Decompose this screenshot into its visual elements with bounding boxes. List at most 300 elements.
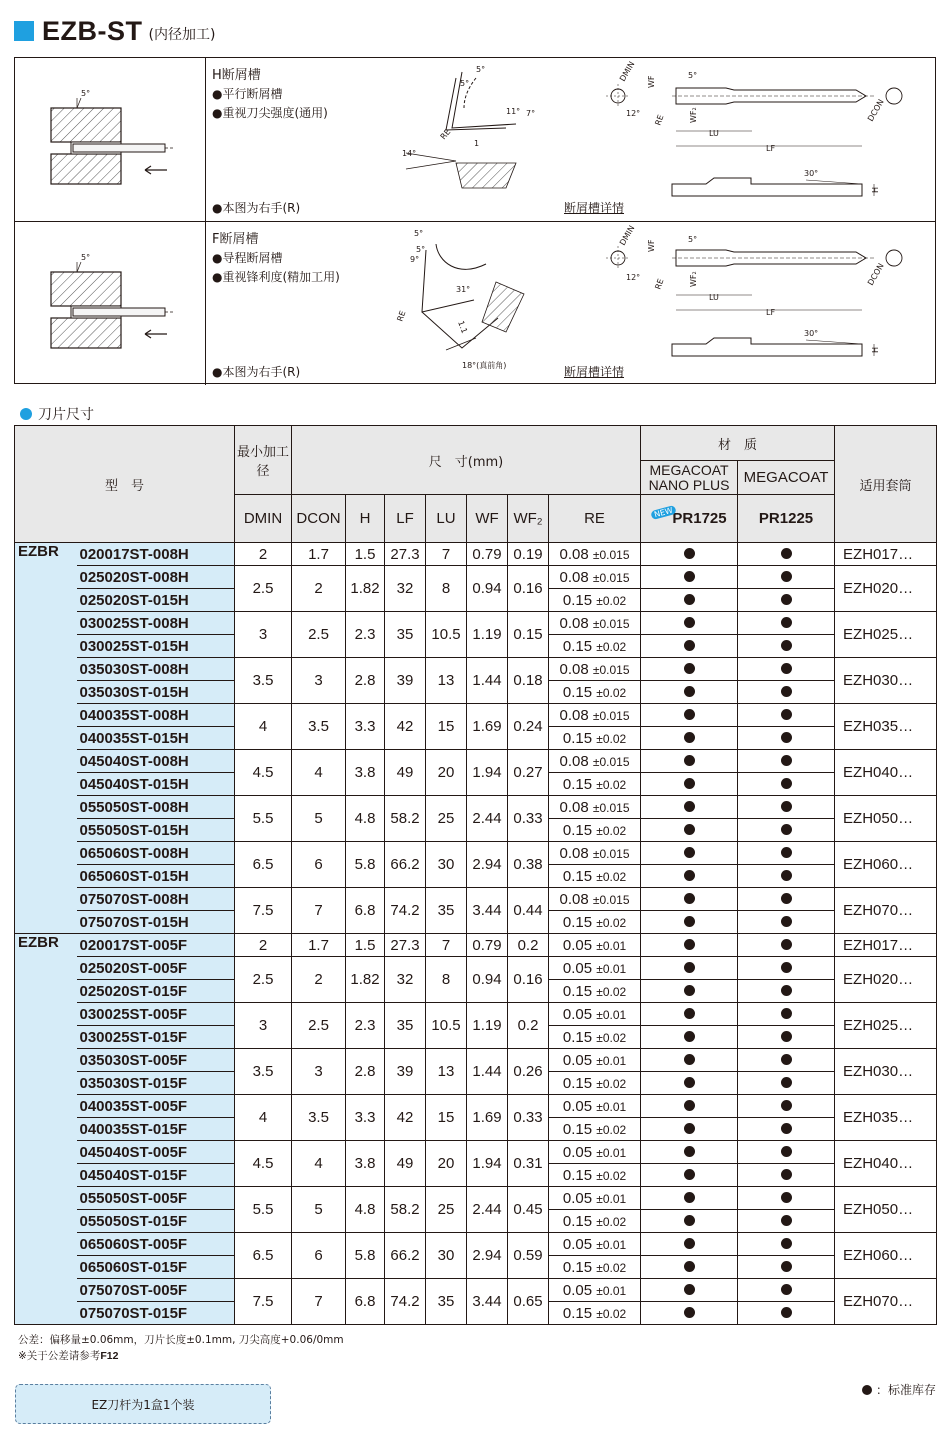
stock-dot-icon — [684, 709, 695, 720]
stock-grade2 — [738, 1095, 835, 1118]
re-tolerance: ±0.02 — [596, 777, 627, 792]
dim-dmin: 4.5 — [235, 750, 292, 796]
dim-lf: 32 — [385, 566, 426, 612]
stock-dot-icon — [781, 686, 792, 697]
dim-wf2: 0.24 — [508, 704, 549, 750]
dim-lf: 58.2 — [385, 796, 426, 842]
re-tolerance: ±0.015 — [592, 708, 630, 723]
groove-bullet: ●平行断屑槽 — [212, 87, 283, 101]
stock-dot-icon — [684, 663, 695, 674]
stock-dot-icon — [684, 594, 695, 605]
dim-lf: 32 — [385, 957, 426, 1003]
stock-dot-icon — [684, 1077, 695, 1088]
stock-grade2 — [738, 865, 835, 888]
dimension-label: 5° — [688, 235, 698, 244]
stock-dot-icon — [781, 1261, 792, 1272]
dim-dmin: 3 — [235, 612, 292, 658]
table-row — [15, 842, 937, 865]
stock-dot-icon — [684, 548, 695, 559]
dim-h: 4.8 — [346, 1187, 385, 1233]
dim-h: 1.5 — [346, 543, 385, 566]
dim-re — [549, 911, 641, 934]
stock-grade2 — [738, 980, 835, 1003]
dim-lu: 7 — [426, 934, 467, 957]
stock-grade1 — [641, 750, 738, 773]
stock-dot-icon — [781, 870, 792, 881]
dim-h: 1.82 — [346, 957, 385, 1003]
re-value: 0.05 — [562, 959, 593, 977]
stock-dot-icon — [781, 1307, 792, 1318]
stock-grade2 — [738, 1187, 835, 1210]
stock-dot-icon — [781, 801, 792, 812]
dim-re — [549, 635, 641, 658]
dim-dmin: 4.5 — [235, 1141, 292, 1187]
column-header-7: RE — [549, 495, 641, 543]
re-value: 0.08 — [559, 568, 589, 586]
dimension-label: WF₂ — [689, 107, 698, 123]
ref-page: F12 — [100, 1350, 119, 1362]
stock-grade2 — [738, 1026, 835, 1049]
dim-re — [549, 1233, 641, 1256]
dimension-label: RE — [653, 277, 666, 291]
stock-grade2 — [738, 1072, 835, 1095]
section-heading — [20, 404, 94, 424]
model-code: 045040ST-008H — [77, 750, 235, 773]
dim-re — [549, 566, 641, 589]
dim-dmin: 3.5 — [235, 1049, 292, 1095]
stock-grade2 — [738, 957, 835, 980]
dim-wf2: 0.44 — [508, 888, 549, 934]
stock-dot-icon — [781, 663, 792, 674]
model-code: 045040ST-015H — [77, 773, 235, 796]
tolerance-note: 公差：偏移量±0.06mm，刀片长度±0.1mm, 刀尖高度+0.06/0mm — [18, 1334, 344, 1346]
dim-lf: 58.2 — [385, 1187, 426, 1233]
title-square-icon — [14, 21, 34, 41]
column-header-4: LU — [426, 495, 467, 543]
dimension-label: DCON — [865, 261, 886, 287]
dim-wf: 0.79 — [467, 543, 508, 566]
dim-wf2: 0.26 — [508, 1049, 549, 1095]
table-row — [15, 704, 937, 727]
re-value: 0.08 — [559, 660, 589, 678]
model-code: 025020ST-005F — [77, 957, 235, 980]
dim-lu: 15 — [426, 1095, 467, 1141]
re-tolerance: ±0.015 — [592, 547, 630, 562]
stock-legend — [862, 1381, 936, 1398]
stock-dot-icon — [781, 778, 792, 789]
stock-grade1 — [641, 1302, 738, 1325]
stock-dot-icon — [781, 1077, 792, 1088]
dim-wf: 0.79 — [467, 934, 508, 957]
re-value: 0.05 — [562, 1051, 593, 1069]
stock-grade2 — [738, 566, 835, 589]
model-code: 055050ST-008H — [77, 796, 235, 819]
table-row — [15, 1095, 937, 1118]
dim-h: 5.8 — [346, 1233, 385, 1279]
stock-grade1 — [641, 773, 738, 796]
dimension-label: RE — [653, 113, 666, 127]
model-code: 075070ST-015F — [77, 1302, 235, 1325]
stock-grade1 — [641, 911, 738, 934]
bore-section-view — [15, 58, 206, 221]
groove-row-f — [15, 222, 935, 385]
stock-dot-icon — [781, 1100, 792, 1111]
header-dims: 尺 寸(mm) — [292, 426, 641, 495]
series-cell: EZBR — [15, 934, 77, 1325]
dim-lf: 39 — [385, 658, 426, 704]
stock-grade1 — [641, 796, 738, 819]
dim-h: 2.8 — [346, 658, 385, 704]
stock-dot-icon — [781, 571, 792, 582]
table-row — [15, 1141, 937, 1164]
table-row — [15, 543, 937, 566]
insert-side-view — [672, 178, 862, 196]
table-row — [15, 934, 937, 957]
dim-wf2: 0.33 — [508, 796, 549, 842]
dim-wf: 1.69 — [467, 704, 508, 750]
angle-label: 5° — [81, 89, 91, 98]
dim-re — [549, 865, 641, 888]
dim-re — [549, 773, 641, 796]
column-header-5: WF — [467, 495, 508, 543]
re-tolerance: ±0.015 — [592, 662, 630, 677]
re-value: 0.08 — [559, 844, 589, 862]
column-header-3: LF — [385, 495, 426, 543]
dim-wf2: 0.59 — [508, 1233, 549, 1279]
dim-re — [549, 1187, 641, 1210]
dim-wf: 0.94 — [467, 566, 508, 612]
dim-re — [549, 1256, 641, 1279]
groove-bullet: ●导程断屑槽 — [212, 251, 283, 265]
right-hand-note: ●本图为右手(R) — [212, 365, 301, 379]
grade1-label: PR1725 — [672, 510, 727, 527]
dim-re — [549, 1164, 641, 1187]
model-code: 025020ST-008H — [77, 566, 235, 589]
re-value: 0.05 — [562, 1281, 593, 1299]
dimension-label: 9° — [410, 255, 420, 264]
dim-wf2: 0.33 — [508, 1095, 549, 1141]
dim-re — [549, 1141, 641, 1164]
section-title: 刀片尺寸 — [38, 407, 94, 423]
legend-label: ：标准库存 — [875, 1383, 936, 1397]
dimension-label: RE — [395, 309, 408, 323]
dim-dcon: 2 — [292, 566, 346, 612]
model-code: 075070ST-008H — [77, 888, 235, 911]
re-value: 0.15 — [562, 683, 593, 701]
stock-dot-icon — [684, 571, 695, 582]
stock-dot-icon — [781, 594, 792, 605]
stock-dot-icon — [781, 1192, 792, 1203]
dim-dcon: 7 — [292, 888, 346, 934]
dim-re — [549, 750, 641, 773]
dim-re — [549, 1072, 641, 1095]
stock-dot-icon — [781, 939, 792, 950]
dim-wf: 0.94 — [467, 957, 508, 1003]
ref-prefix: ※关于公差请参考 — [18, 1350, 101, 1362]
dim-h: 6.8 — [346, 888, 385, 934]
stock-grade1 — [641, 566, 738, 589]
stock-grade1 — [641, 1210, 738, 1233]
workpiece-upper — [51, 108, 121, 142]
stock-dot-icon — [684, 962, 695, 973]
model-code: 075070ST-005F — [77, 1279, 235, 1302]
dim-lu: 35 — [426, 1279, 467, 1325]
model-code: 035030ST-005F — [77, 1049, 235, 1072]
holder-cell: EZH050… — [835, 1187, 937, 1233]
page-header — [14, 14, 215, 48]
stock-dot-icon — [684, 870, 695, 881]
stock-dot-icon — [781, 548, 792, 559]
groove-detail-link: 断屑槽详情 — [564, 201, 625, 215]
bore-section-drawing — [15, 222, 205, 384]
stock-grade1 — [641, 1118, 738, 1141]
stock-dot-icon — [684, 1169, 695, 1180]
holder-cell: EZH030… — [835, 658, 937, 704]
re-tolerance: ±0.015 — [592, 892, 630, 907]
dim-re — [549, 934, 641, 957]
dim-wf2: 0.2 — [508, 934, 549, 957]
stock-dot-icon — [684, 1192, 695, 1203]
dim-re — [549, 1118, 641, 1141]
re-value: 0.15 — [562, 1166, 593, 1184]
dim-wf2: 0.15 — [508, 612, 549, 658]
dim-re — [549, 1302, 641, 1325]
dim-wf: 1.19 — [467, 612, 508, 658]
stock-grade2 — [738, 1256, 835, 1279]
dim-dmin: 3 — [235, 1003, 292, 1049]
groove-row-h — [15, 58, 935, 222]
stock-dot-icon — [684, 1100, 695, 1111]
dimension-label: H — [871, 346, 880, 353]
dim-lu: 8 — [426, 566, 467, 612]
stock-grade1 — [641, 934, 738, 957]
packaging-note: EZ刀杆为1盒1个装 — [15, 1384, 271, 1424]
tolerance-ref-note — [18, 1348, 118, 1363]
dim-h: 1.5 — [346, 934, 385, 957]
stock-dot-icon — [684, 1238, 695, 1249]
dim-lu: 25 — [426, 1187, 467, 1233]
re-value: 0.15 — [562, 1212, 593, 1230]
stock-grade2 — [738, 727, 835, 750]
stock-grade2 — [738, 1279, 835, 1302]
stock-dot-icon — [684, 939, 695, 950]
stock-dot-icon — [684, 916, 695, 927]
stock-dot-icon — [781, 617, 792, 628]
dim-wf2: 0.16 — [508, 566, 549, 612]
dim-wf: 1.94 — [467, 750, 508, 796]
stock-grade1 — [641, 727, 738, 750]
table-row — [15, 612, 937, 635]
header-model: 型 号 — [15, 426, 235, 543]
re-tolerance: ±0.01 — [596, 1099, 627, 1114]
re-tolerance: ±0.015 — [592, 800, 630, 815]
holder-cell: EZH050… — [835, 796, 937, 842]
dim-lf: 42 — [385, 704, 426, 750]
dim-lu: 30 — [426, 1233, 467, 1279]
dimension-label: RE — [438, 127, 453, 142]
groove-info — [206, 222, 935, 385]
stock-dot-icon — [781, 732, 792, 743]
re-value: 0.15 — [562, 637, 593, 655]
dim-dcon: 4 — [292, 750, 346, 796]
table-row — [15, 957, 937, 980]
table-row — [15, 750, 937, 773]
dim-dcon: 3.5 — [292, 704, 346, 750]
model-code: 065060ST-005F — [77, 1233, 235, 1256]
model-code: 035030ST-015H — [77, 681, 235, 704]
stock-grade2 — [738, 1210, 835, 1233]
holder-cell: EZH060… — [835, 1233, 937, 1279]
dim-lf: 35 — [385, 612, 426, 658]
model-code: 030025ST-015H — [77, 635, 235, 658]
dim-re — [549, 589, 641, 612]
model-code: 030025ST-008H — [77, 612, 235, 635]
stock-dot-icon — [684, 1031, 695, 1042]
dim-h: 4.8 — [346, 796, 385, 842]
dim-re — [549, 1049, 641, 1072]
dim-dcon: 5 — [292, 1187, 346, 1233]
header-dmin-top: 最小加工径 — [235, 426, 292, 495]
re-tolerance: ±0.02 — [596, 1030, 627, 1045]
stock-dot-icon — [684, 893, 695, 904]
dim-dcon: 1.7 — [292, 543, 346, 566]
table-row — [15, 1003, 937, 1026]
stock-grade1 — [641, 1164, 738, 1187]
re-tolerance: ±0.02 — [596, 1306, 627, 1321]
dim-lu: 30 — [426, 842, 467, 888]
stock-dot-icon — [862, 1385, 872, 1395]
dimension-label: 12° — [626, 273, 641, 282]
re-value: 0.05 — [562, 1235, 593, 1253]
stock-dot-icon — [684, 732, 695, 743]
stock-dot-icon — [781, 640, 792, 651]
model-code: 055050ST-005F — [77, 1187, 235, 1210]
new-badge: NEW — [651, 505, 677, 520]
dim-dmin: 2 — [235, 543, 292, 566]
model-code: 075070ST-015H — [77, 911, 235, 934]
re-value: 0.08 — [559, 545, 589, 563]
insert-side-view — [672, 338, 862, 356]
re-value: 0.05 — [562, 1143, 593, 1161]
groove-info — [206, 58, 935, 221]
model-code: 045040ST-005F — [77, 1141, 235, 1164]
stock-grade2 — [738, 1302, 835, 1325]
dim-h: 6.8 — [346, 1279, 385, 1325]
model-code: 035030ST-008H — [77, 658, 235, 681]
stock-dot-icon — [781, 916, 792, 927]
dim-re — [549, 543, 641, 566]
model-code: 045040ST-015F — [77, 1164, 235, 1187]
header-material: 材 质 — [641, 426, 835, 461]
dim-h: 1.82 — [346, 566, 385, 612]
dim-lu: 10.5 — [426, 612, 467, 658]
stock-dot-icon — [684, 640, 695, 651]
model-code: 040035ST-015F — [77, 1118, 235, 1141]
model-code: 040035ST-015H — [77, 727, 235, 750]
dimension-label: 12° — [626, 109, 641, 118]
re-tolerance: ±0.015 — [592, 616, 630, 631]
feed-arrow-icon — [145, 166, 167, 174]
section-dot-icon — [20, 408, 32, 420]
dim-wf: 1.44 — [467, 658, 508, 704]
dim-lf: 39 — [385, 1049, 426, 1095]
stock-grade1 — [641, 635, 738, 658]
stock-grade2 — [738, 1049, 835, 1072]
stock-dot-icon — [684, 801, 695, 812]
stock-grade2 — [738, 1141, 835, 1164]
re-tolerance: ±0.02 — [596, 1260, 627, 1275]
re-tolerance: ±0.02 — [596, 915, 627, 930]
stock-grade2 — [738, 750, 835, 773]
holder-cell: EZH020… — [835, 566, 937, 612]
re-tolerance: ±0.02 — [596, 1214, 627, 1229]
dim-dcon: 1.7 — [292, 934, 346, 957]
dim-wf: 1.69 — [467, 1095, 508, 1141]
dim-re — [549, 704, 641, 727]
stock-grade2 — [738, 796, 835, 819]
holder-cell: EZH030… — [835, 1049, 937, 1095]
page-subtitle: (内径加工) — [148, 27, 216, 43]
dim-re — [549, 1279, 641, 1302]
stock-dot-icon — [684, 1307, 695, 1318]
stock-grade2 — [738, 888, 835, 911]
stock-dot-icon — [781, 847, 792, 858]
dim-re — [549, 1026, 641, 1049]
dim-lu: 13 — [426, 1049, 467, 1095]
column-header-2: H — [346, 495, 385, 543]
column-header-0: DMIN — [235, 495, 292, 543]
bore-section-drawing — [15, 58, 205, 220]
dimension-label: 11° — [506, 107, 521, 116]
re-tolerance: ±0.01 — [596, 1053, 627, 1068]
stock-dot-icon — [781, 824, 792, 835]
stock-grade2 — [738, 1118, 835, 1141]
dim-wf: 2.94 — [467, 842, 508, 888]
model-code: 040035ST-008H — [77, 704, 235, 727]
dim-wf2: 0.2 — [508, 1003, 549, 1049]
groove-detail-drawing — [206, 222, 934, 384]
stock-dot-icon — [684, 778, 695, 789]
stock-grade1 — [641, 1095, 738, 1118]
dim-h: 2.3 — [346, 1003, 385, 1049]
dimension-label: 1 — [474, 139, 480, 148]
dim-lf: 49 — [385, 1141, 426, 1187]
stock-grade1 — [641, 1279, 738, 1302]
dim-dmin: 2.5 — [235, 957, 292, 1003]
re-tolerance: ±0.01 — [596, 1007, 627, 1022]
dim-dmin: 6.5 — [235, 842, 292, 888]
dimension-label: DCON — [865, 97, 886, 123]
dim-re — [549, 681, 641, 704]
dim-re — [549, 888, 641, 911]
holder-cell: EZH020… — [835, 957, 937, 1003]
dim-dcon: 6 — [292, 1233, 346, 1279]
re-value: 0.15 — [562, 913, 593, 931]
re-tolerance: ±0.02 — [596, 685, 627, 700]
dim-dmin: 2.5 — [235, 566, 292, 612]
stock-dot-icon — [781, 985, 792, 996]
model-code: 065060ST-015H — [77, 865, 235, 888]
table-row — [15, 1049, 937, 1072]
holder-cell: EZH035… — [835, 1095, 937, 1141]
re-tolerance: ±0.02 — [596, 1168, 627, 1183]
stock-grade2 — [738, 842, 835, 865]
dim-wf2: 0.16 — [508, 957, 549, 1003]
dim-lu: 35 — [426, 888, 467, 934]
stock-grade2 — [738, 704, 835, 727]
stock-dot-icon — [684, 1008, 695, 1019]
table-row — [15, 888, 937, 911]
